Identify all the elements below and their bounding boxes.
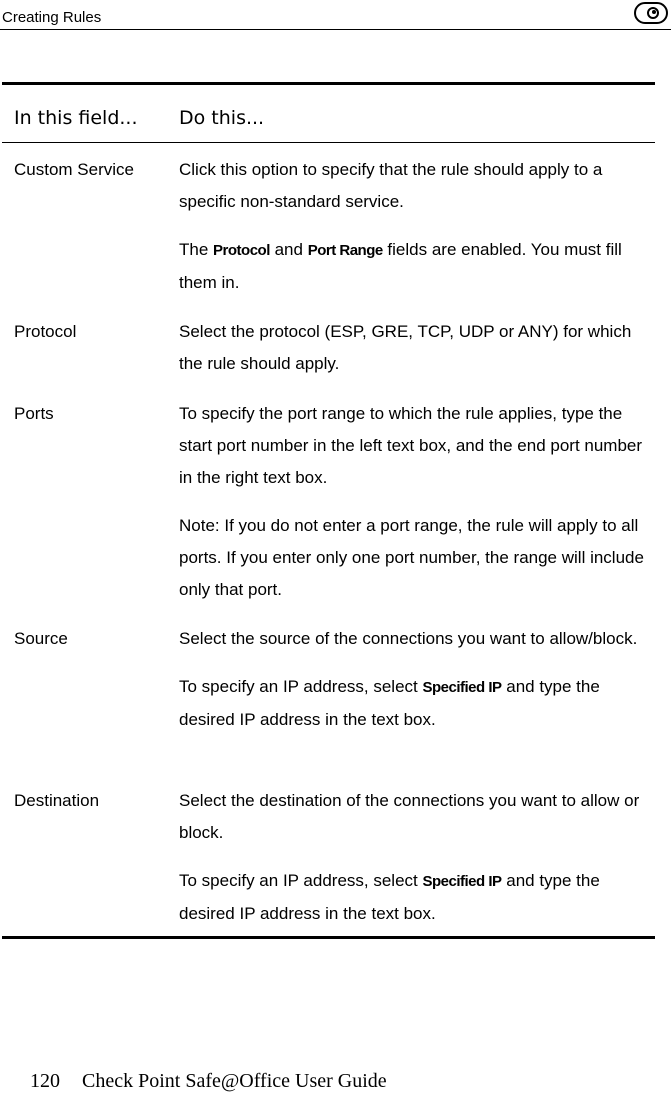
field-description	[179, 785, 649, 930]
column-header-do: Do this...	[179, 107, 265, 129]
ui-term-specified-ip: Specified IP	[422, 679, 502, 696]
field-name: Protocol	[14, 322, 77, 341]
field-description	[179, 623, 649, 736]
description-paragraph: The Protocol and Port Range fields are enabled. You must fill them in.	[179, 240, 622, 292]
field-description	[179, 398, 649, 606]
description-paragraph: Note: If you do not enter a port range, the rule will apply to all ports. If you enter only one port number, the range will include only that port.	[179, 516, 644, 599]
column-header-field: In this field...	[14, 107, 138, 129]
guide-title: Check Point Safe@Office User Guide	[82, 1070, 387, 1092]
field-name: Custom Service	[14, 160, 134, 179]
table-bottom-rule	[2, 936, 655, 939]
header-title: Creating Rules	[2, 9, 102, 26]
description-paragraph: To specify an IP address, select Specified IP and type the desired IP address in the text box.	[179, 677, 600, 729]
description-paragraph: Select the destination of the connections you want to allow or block.	[179, 791, 640, 842]
table-top-rule	[2, 82, 655, 85]
description-paragraph: Click this option to specify that the rule should apply to a specific non-standard service.	[179, 160, 603, 211]
description-paragraph: Select the protocol (ESP, GRE, TCP, UDP or ANY) for which the rule should apply.	[179, 322, 632, 373]
description-paragraph: To specify the port range to which the rule applies, type the start port number in the left text box, and the end port number in the right text box.	[179, 404, 643, 487]
target-icon	[634, 2, 668, 24]
header-divider	[2, 142, 655, 143]
ui-term-specified-ip: Specified IP	[422, 873, 502, 890]
field-description	[179, 316, 649, 380]
ui-term-port-range: Port Range	[307, 242, 383, 259]
page-footer	[30, 1070, 387, 1093]
description-paragraph: Select the source of the connections you want to allow/block.	[179, 629, 638, 648]
description-paragraph: To specify an IP address, select Specified IP and type the desired IP address in the text box.	[179, 871, 600, 923]
page-number: 120	[30, 1070, 60, 1092]
ui-term-protocol: Protocol	[213, 242, 270, 259]
field-name: Ports	[14, 404, 54, 423]
page-header	[0, 0, 671, 30]
field-description	[179, 154, 649, 299]
field-name: Destination	[14, 791, 100, 810]
field-name: Source	[14, 629, 68, 648]
